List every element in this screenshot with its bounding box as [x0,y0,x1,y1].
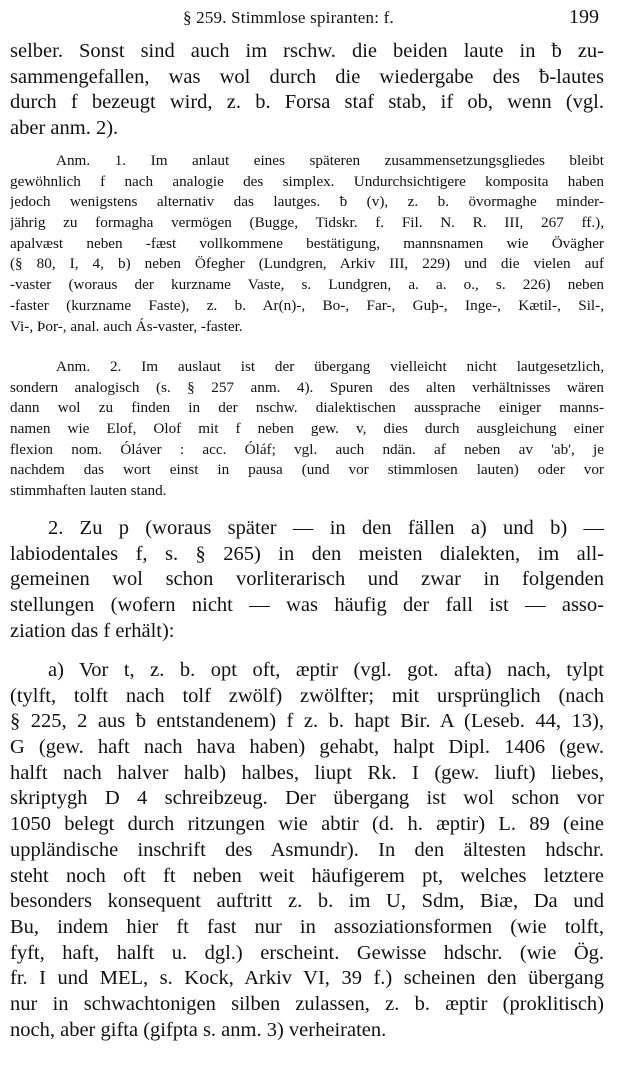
text-line: jedoch wenigstens alternativ das lautges. ƀ (v), z. b. övormaghe minder- [10,193,604,211]
text-line: § 225, 2 aus ƀ entstandenem) f z. b. hapt Bir. A (Leseb. 44, 13), [10,710,604,733]
text-line: 1050 belegt durch ritzungen wie abtir (d. h. æptir) L. 89 (eine [10,813,604,836]
text-line: nachdem das wort einst in pausa (und vor stimmlosen lauten) oder vor [10,461,604,479]
text-line: labiodentales f, s. § 265) in den meisten dialekten, im all- [10,542,604,565]
text-line: jährig zu formagha vermögen (Bugge, Tidskr. f. Fil. N. R. III, 267 ff.), [10,214,604,232]
text-line: a) Vor t, z. b. opt oft, æptir (vgl. got. afta) nach, tylpt [48,659,604,681]
text-line: steht noch oft ft neben weit häufigerem pt, welches letztere [10,864,604,887]
text-line: Anm. 2. Im auslaut ist der übergang vielleicht nicht lautgesetzlich, [56,358,604,375]
text-line: gewöhnlich f nach analogie des simplex. Undurchsichtigere komposita haben [10,172,604,190]
text-line: dann wol zu finden in der nschw. dialektischen aussprache einiger manns- [10,399,604,417]
text-line: noch, aber gifta (gifpta s. anm. 3) verheiraten. [10,1018,387,1041]
paragraph-2 [10,516,604,644]
text-line: -faster (kurzname Faste), z. b. Ar(n)-, Bo-, Far-, Guþ-, Inge-, Kætil-, Sil-, [10,296,604,314]
text-line: uppländische inschrift des Asmundr). In den ältesten hdschr. [10,838,604,861]
text-line: sondern analogisch (s. § 257 anm. 4). Spuren des alten verhältnisses wären [10,378,604,396]
text-line: nur in schwachtonigen silben zulassen, z. b. æptir (proklitisch) [10,992,604,1015]
text-line: ziation das f erhält): [10,619,175,642]
text-line: flexion nom. Óláver : acc. Óláf; vgl. auch ndän. af neben av 'ab', je [10,440,604,458]
paragraph-1 [10,39,604,142]
running-title: § 259. Stimmlose spiranten: f. [183,8,394,27]
paragraph-3 [10,658,604,1043]
text-line: skriptygh D 4 schreibzeug. Der übergang ist wol schon vor [10,787,604,810]
text-line: durch f bezeugt wird, z. b. Forsa staf stab, if ob, wenn (vgl. [10,91,604,114]
page-number: 199 [569,6,599,28]
text-line: fyft, haft, halft u. dgl.) erscheint. Gewisse hdschr. (wie Ög. [10,941,604,964]
text-line: namen wie Elof, Olof mit f neben gew. v, dies durch ausgleichung einer [10,420,604,438]
text-line: selber. Sonst sind auch im rschw. die beiden laute in ƀ zu- [10,40,604,62]
text-line: (§ 80, I, 4, b) neben Öfegher (Lundgren, Arkiv III, 229) und die vielen auf [10,255,604,273]
text-line: stellungen (wofern nicht — was häufig der fall ist — asso- [10,594,604,617]
text-line: besonders konsequent auftritt z. b. im U, Sdm, Biæ, Da und [10,890,604,913]
text-line: gemeinen wol schon vorliterarisch und zwar in folgenden [10,568,604,591]
text-line: stimmhaften lauten stand. [10,482,167,500]
text-line: apalvæst neben -fæst vollkommene bestätigung, mannsnamen wie Övägher [10,234,604,252]
text-line: sammengefallen, was wol durch die wiedergabe des ƀ-lautes [10,65,604,88]
text-line: fr. I und MEL, s. Kock, Arkiv VI, 39 f.) scheinen den übergang [10,967,604,990]
text-line: -vaster (woraus der kurzname Vaste, s. Lundgren, a. a. o., s. 226) neben [10,276,604,294]
text-line: Anm. 1. Im anlaut eines späteren zusammensetzungsgliedes bleibt [56,152,604,169]
text-line: G (gew. haft nach hava haben) gehabt, halpt Dipl. 1406 (gew. [10,736,604,759]
text-line: (tylft, tolft nach tolf zwölf) zwölfter; mit ursprünglich (nach [10,684,604,707]
note-anm-1 [10,151,604,337]
text-line: Bu, indem hier ft fast nur in assoziationsformen (wie tolft, [10,915,604,938]
page-header [0,4,621,32]
text-line: aber anm. 2). [10,117,119,140]
text-line: Vi-, Þor-, anal. auch Ás-vaster, -faster. [10,317,243,335]
text-line: 2. Zu p (woraus später — in den fällen a) und b) — [48,517,604,539]
text-line: halft nach halver halb) halbes, liupt Rk. I (gew. liuft) liebes, [10,761,604,784]
note-anm-2 [10,357,604,502]
